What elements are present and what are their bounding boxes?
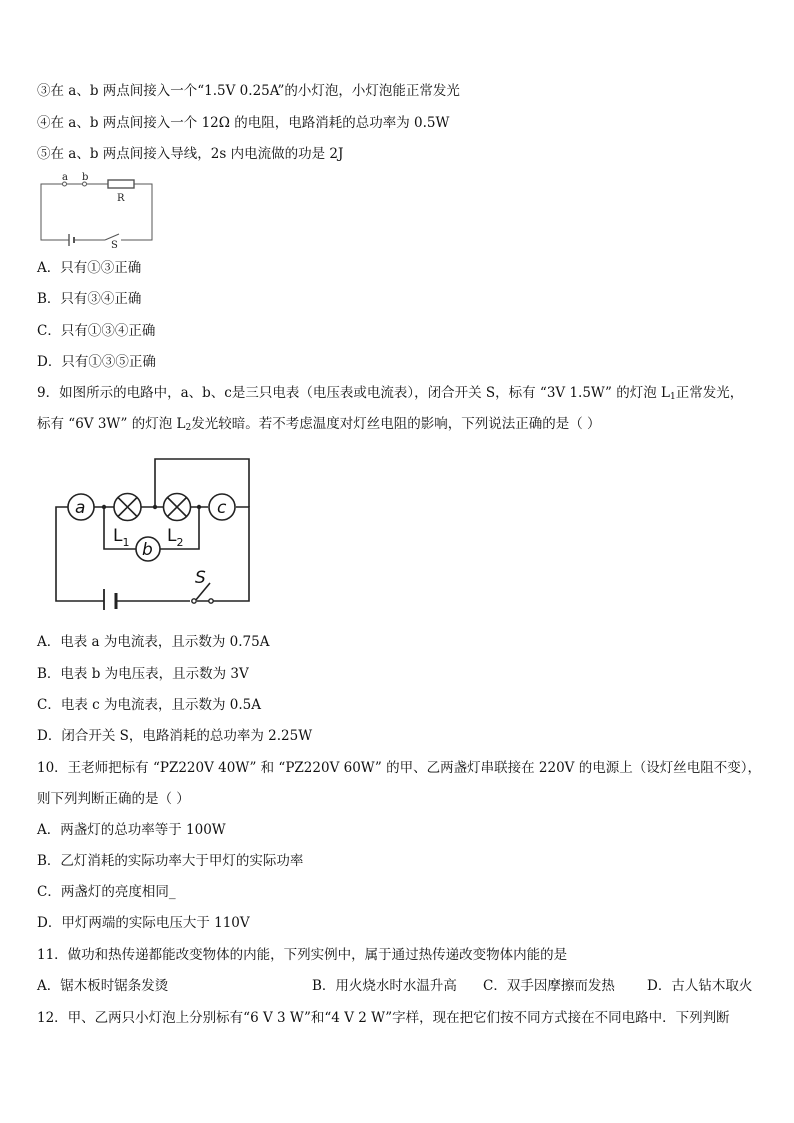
prev-option-b: B．只有③④正确 xyxy=(37,291,142,307)
junction-dot-left xyxy=(102,505,106,509)
label-meter-b: b xyxy=(142,540,153,560)
resistor-r xyxy=(108,180,134,188)
q9-line2-subscript: 2 xyxy=(185,423,192,433)
circuit-figure-2 xyxy=(40,450,260,610)
q9-option-c: C．电表 c 为电流表，且示数为 0.5A xyxy=(37,697,261,713)
q9-line1-text: 9．如图所示的电路中，a、b、c是三只电表（电压表或电流表），闭合开关 S，标有 “3V 1.5W” 的灯泡 L xyxy=(37,385,670,401)
q9-line1-subscript: 1 xyxy=(670,392,676,402)
q9-line2-text: 标有 “6V 3W” 的灯泡 L xyxy=(37,416,186,432)
junction-dot-right xyxy=(197,505,201,509)
label-meter-a: a xyxy=(75,498,86,518)
q9-option-d: D．闭合开关 S，电路消耗的总功率为 2.25W xyxy=(37,728,313,744)
q10-stem-line-2: 则下列判断正确的是（ ） xyxy=(37,791,190,807)
label-s: S xyxy=(111,240,118,251)
switch-contact-left xyxy=(192,599,196,603)
q11-option-c: C．双手因摩擦而发热 xyxy=(483,978,615,994)
q9-stem-line-2 xyxy=(37,414,601,438)
junction-dot-middle xyxy=(153,505,157,509)
q10-option-c: C．两盏灯的亮度相同_ xyxy=(37,884,176,900)
switch-contact-right xyxy=(209,599,213,603)
q9-stem-line-1 xyxy=(37,383,743,407)
lamp-l2 xyxy=(164,494,191,521)
label-b: b xyxy=(82,172,89,183)
q11-option-b: B．用火烧水时水温升高 xyxy=(312,978,457,994)
prev-option-c: C．只有①③④正确 xyxy=(37,323,156,339)
q10-stem-line-1: 10．王老师把标有 “PZ220V 40W” 和 “PZ220V 60W” 的甲、乙两盏灯串联接在 220V 的电源上（设灯丝电阻不变）， xyxy=(37,760,761,776)
label-r: R xyxy=(117,193,125,204)
q11-option-d: D．古人钻木取火 xyxy=(647,978,753,994)
q11-option-a: A．锯木板时锯条发烫 xyxy=(37,978,169,994)
prev-option-a: A．只有①③正确 xyxy=(37,260,142,276)
q10-option-d: D．甲灯两端的实际电压大于 110V xyxy=(37,915,250,931)
q9-line2-tail: 发光较暗。若不考虑温度对灯丝电阻的影响，下列说法正确的是（ ） xyxy=(191,416,601,432)
label-a: a xyxy=(62,172,68,183)
statement-3: ③在 a、b 两点间接入一个“1.5V 0.25A”的小灯泡，小灯泡能正常发光 xyxy=(37,83,460,99)
q9-option-a: A．电表 a 为电流表，且示数为 0.75A xyxy=(37,634,270,650)
circuit-figure-1 xyxy=(37,172,157,252)
q10-option-a: A．两盏灯的总功率等于 100W xyxy=(37,822,226,838)
prev-option-d: D．只有①③⑤正确 xyxy=(37,354,156,370)
label-l2: $L_2$ xyxy=(167,526,184,549)
circuit-1-wires xyxy=(41,184,152,240)
q10-option-b: B．乙灯消耗的实际功率大于甲灯的实际功率 xyxy=(37,853,304,869)
label-switch-s: S xyxy=(195,568,206,588)
lamp-l1 xyxy=(114,494,141,521)
q12-stem: 12．甲、乙两只小灯泡上分别标有“6 V 3 W”和“4 V 2 W”字样，现在把它们按不同方式接在不同电路中．下列判断 xyxy=(37,1010,730,1026)
statement-5: ⑤在 a、b 两点间接入导线，2s 内电流做的功是 2J xyxy=(37,146,344,162)
label-l1: $L_1$ xyxy=(113,526,130,549)
statement-4: ④在 a、b 两点间接入一个 12Ω 的电阻，电路消耗的总功率为 0.5W xyxy=(37,115,450,131)
q9-line1-tail: 正常发光， xyxy=(675,385,744,401)
q9-option-b: B．电表 b 为电压表，且示数为 3V xyxy=(37,666,249,682)
label-meter-c: c xyxy=(217,498,227,518)
circuit-2-wires xyxy=(56,459,249,601)
q11-stem: 11．做功和热传递都能改变物体的内能，下列实例中，属于通过热传递改变物体内能的是 xyxy=(37,947,568,963)
